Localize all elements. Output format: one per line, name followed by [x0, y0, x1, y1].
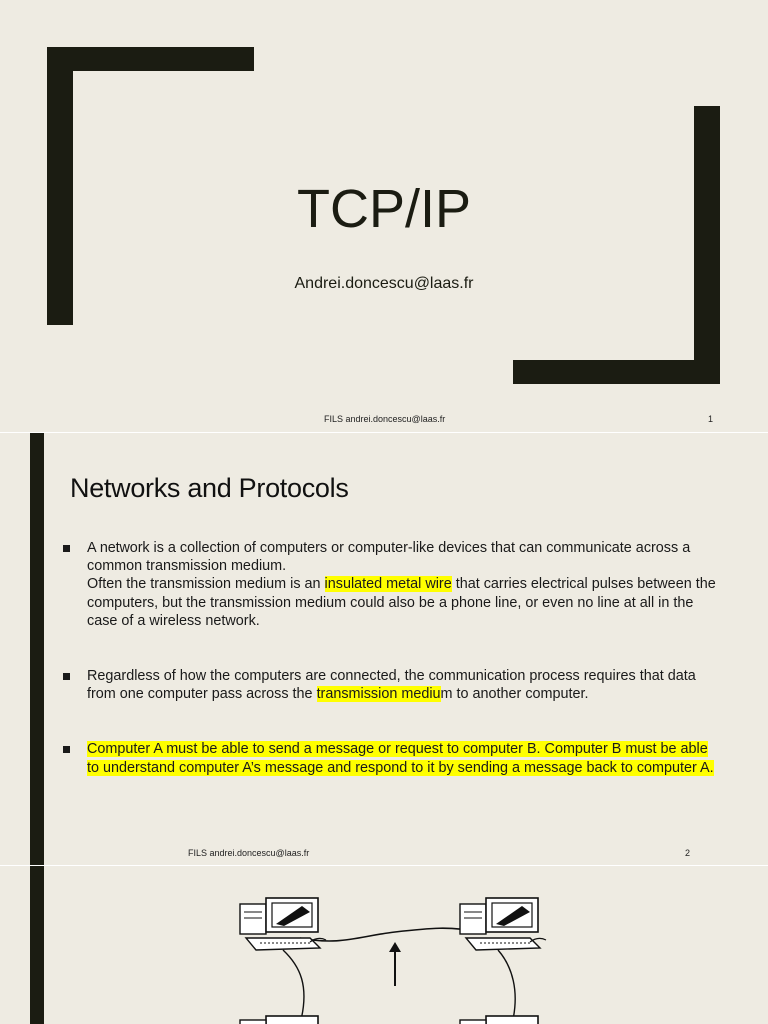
bullet-text: A — [87, 540, 100, 556]
corner-bracket-top-left-horizontal — [47, 47, 254, 71]
bullet-list — [62, 539, 722, 777]
highlighted-text: transmission mediu — [316, 686, 441, 703]
bullet-item — [62, 667, 722, 703]
highlighted-text: Computer A must be able to send a message or request to computer B. Computer B must be able to understand computer A’s message and respond to it by sending a message back to computer A. — [87, 741, 714, 776]
computer-icon — [240, 1016, 318, 1024]
page-number: 1 — [708, 414, 714, 424]
page-number: 2 — [685, 848, 691, 858]
computer-icon — [460, 1016, 538, 1024]
corner-bracket-bottom-right-vertical — [694, 106, 720, 384]
bullet-text: Often the transmission medium is an — [87, 576, 325, 593]
square-bullet-icon — [63, 746, 70, 753]
bullet-text: is a collection of computers or computer-like devices that can communicate across a common transmission medium. — [87, 540, 691, 575]
bullet-term: network — [99, 540, 150, 556]
square-bullet-icon — [63, 673, 70, 680]
bullet-text: m to another computer. — [440, 686, 589, 703]
computer-icon — [460, 898, 546, 950]
slide-title: TCP/IP — [296, 179, 472, 239]
slide-title: Networks and Protocols — [70, 473, 349, 503]
computer-icon — [240, 898, 326, 950]
title-slide — [0, 0, 768, 432]
slide-subtitle: Andrei.doncescu@laas.fr — [294, 275, 474, 292]
arrow-up-icon — [389, 942, 401, 986]
slide-footer: FILS andrei.doncescu@laas.fr — [324, 414, 446, 424]
network-cable — [498, 950, 515, 1024]
bullet-text: Regardless of how the computers are connected, the communication process requires that data from one computer pass across the — [87, 668, 696, 703]
content-slide — [0, 433, 768, 865]
network-cable — [283, 950, 304, 1024]
highlighted-text: insulated metal wire — [324, 576, 452, 593]
left-accent-bar — [30, 433, 44, 865]
bullet-item — [62, 539, 722, 630]
diagram-slide — [0, 866, 768, 1024]
network-diagram — [0, 866, 768, 1024]
corner-bracket-bottom-right-horizontal — [513, 360, 720, 384]
bullet-item — [62, 740, 722, 776]
slide-footer: FILS andrei.doncescu@laas.fr — [188, 848, 310, 858]
network-cable — [300, 928, 480, 941]
square-bullet-icon — [63, 545, 70, 552]
bullet-text: that carries electrical pulses between the computers, but the transmission medium could also be a phone line, or even no line at all in the case of a wireless network. — [87, 576, 716, 629]
